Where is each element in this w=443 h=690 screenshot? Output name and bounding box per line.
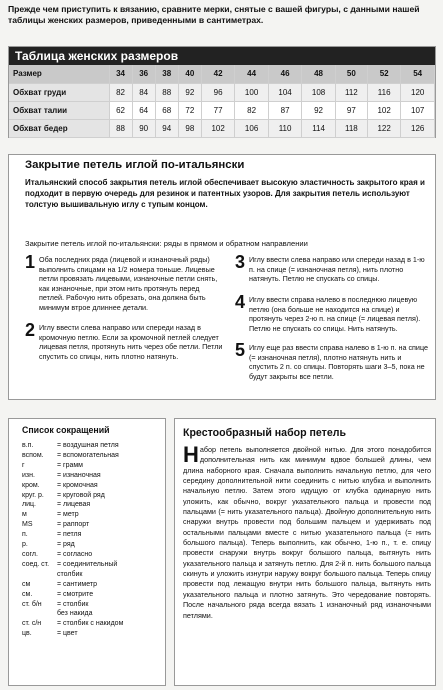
abbr-value: = грамм — [57, 461, 83, 469]
abbr-key: изн. — [22, 471, 35, 479]
table-cell: 68 — [155, 101, 178, 119]
list-item — [22, 451, 162, 461]
list-item — [22, 629, 162, 639]
abbr-value: = цвет — [57, 630, 78, 638]
list-item — [22, 619, 162, 629]
step-number: 2 — [25, 320, 36, 340]
table-cell: 92 — [178, 83, 201, 101]
table-cell: 98 — [178, 119, 201, 137]
table-cell: 108 — [302, 83, 335, 101]
size-table-title: Таблица женских размеров — [9, 47, 435, 65]
abbr-value: = соединительный — [57, 560, 118, 568]
abbr-value: = метр — [57, 511, 79, 519]
step-text: Иглу ввести слева направо или спереди назад в кромочную петлю. Если за кромочной петлей следует лицевая петля, протянуть нить через обе петли. Петли спустить со спицы, нить плотно натянуть. — [39, 323, 223, 361]
abbr-key: в.п. — [22, 442, 34, 449]
abbreviations-box — [8, 418, 166, 686]
list-item — [22, 580, 162, 590]
table-cell: 82 — [235, 101, 268, 119]
step-1 — [25, 252, 225, 312]
list-item — [22, 590, 162, 600]
table-cell: 102 — [201, 119, 234, 137]
table-cell: 64 — [132, 101, 155, 119]
table-cell: 102 — [367, 101, 400, 119]
list-item — [22, 609, 162, 619]
abbr-value: = смотрите — [57, 590, 94, 598]
size-header-cell: 46 — [268, 65, 301, 83]
list-item — [22, 520, 162, 530]
abbreviations-list — [22, 441, 162, 639]
size-header-cell: 40 — [178, 65, 201, 83]
abbr-value: = столбик с накидом — [57, 620, 124, 628]
list-item — [22, 530, 162, 540]
list-item — [22, 570, 162, 580]
abbr-key — [22, 570, 57, 580]
size-header-cell: 48 — [302, 65, 335, 83]
table-row — [9, 83, 435, 101]
step-text: Иглу ввести справа налево в последнюю лицевую петлю (она больше не находится на спице) и протянуть через 2-ю п. на спице (= лицевая петля). Петлю не спускать со спицы. Нить натянуть. — [249, 295, 421, 333]
step-5 — [235, 340, 429, 381]
step-2 — [25, 320, 225, 361]
abbr-value: = раппорт — [57, 521, 90, 529]
list-item — [22, 510, 162, 520]
list-item — [22, 600, 162, 610]
abbr-value: = кромочная — [57, 481, 98, 489]
abbr-value: столбик — [57, 570, 83, 578]
table-cell: 88 — [155, 83, 178, 101]
table-row — [9, 119, 435, 137]
table-cell: 114 — [302, 119, 335, 137]
step-4 — [235, 292, 429, 333]
abbr-value: = петля — [57, 531, 82, 539]
table-cell: 107 — [401, 101, 435, 119]
table-cell: 84 — [132, 83, 155, 101]
cross-text: абор петель выполняется двойной нитью. Для этого понадобится дополнительная нить как минимум вдвое большей длины, чем длина наборного края. Сначала выполнить начальную петлю, для чего середину дополнительной нити соединить с нитью клубка и выполнить начальную петлю. Затем этого идущую от клубка одинарную нить уложить, как обычно, вокруг указательного пальца и провести под пальцами (= нить указательного пальца). Двойную дополнительную нить снаружи внутрь провести под большим пальцем и удерживать под остальными пальцами вместе с нитью указательного пальца (= нить большого пальца). Теперь выполнить, как обычно, 1-ю п., т. е. спицу провести снаружи внутрь вокруг большого пальца, вытянуть нить указательного пальца и затянуть петлю. Для 2-й п. нить большого пальца скинуть и уложить изнутри наружу вокруг большого пальца. Теперь спицу провести под лежащую внутри нить большого пальца, вытянуть нить указательного пальца и плотно затянуть. Это чередование повторять. После начального ряда всегда вязать 1 изнаночный ряд изнаночными петлями. — [183, 445, 431, 620]
step-number: 5 — [235, 340, 246, 360]
table-cell: 106 — [235, 119, 268, 137]
table-cell: 62 — [109, 101, 132, 119]
size-header-cell: 50 — [335, 65, 367, 83]
abbreviations-title: Список сокращений — [22, 425, 110, 435]
list-item — [22, 481, 162, 491]
size-header-cell: 38 — [155, 65, 178, 83]
abbr-value: = изнаночная — [57, 471, 101, 479]
cross-caston-box — [174, 418, 436, 686]
row-label: Обхват талии — [9, 101, 109, 119]
size-table — [9, 65, 435, 138]
size-header-cell: 54 — [401, 65, 435, 83]
table-cell: 94 — [155, 119, 178, 137]
table-cell: 72 — [178, 101, 201, 119]
abbr-value: = столбик — [57, 600, 89, 608]
abbr-value: = лицевая — [57, 501, 91, 509]
table-cell: 88 — [109, 119, 132, 137]
table-cell: 92 — [302, 101, 335, 119]
table-cell: 120 — [401, 83, 435, 101]
step-3 — [235, 252, 429, 284]
row-label: Обхват бедер — [9, 119, 109, 137]
cross-text-block — [183, 442, 431, 621]
italian-bindoff-box — [8, 154, 436, 400]
list-item — [22, 441, 162, 451]
drop-cap: Н — [183, 442, 199, 467]
abbr-key: см — [22, 580, 31, 588]
abbr-value: = согласно — [57, 550, 93, 558]
size-header-row — [9, 65, 435, 83]
size-header-cell: 52 — [367, 65, 400, 83]
list-item — [22, 471, 162, 481]
size-header-cell: 34 — [109, 65, 132, 83]
abbr-value: = сантиметр — [57, 580, 97, 588]
list-item — [22, 540, 162, 550]
table-cell: 77 — [201, 101, 234, 119]
table-cell: 112 — [335, 83, 367, 101]
step-number: 3 — [235, 252, 246, 272]
abbr-key: ст. с/н — [22, 620, 42, 628]
abbr-key: MS — [22, 521, 33, 529]
table-cell: 116 — [367, 83, 400, 101]
step-number: 4 — [235, 292, 246, 312]
step-text: Оба последних ряда (лицевой и изнаночный ряды) выполнить спицами на 1/2 номера тоньше. Лицевые петли провязать лицевыми, изнаночные петли снять, как изнаночные, при этом нить протянуть перед петлей. Рабочую нить обрезать, она должна быть минимум втрое длиннее детали. — [39, 255, 218, 312]
abbr-key: п. — [22, 531, 28, 539]
abbr-value: = вспомогательная — [57, 451, 119, 459]
size-header-cell: 36 — [132, 65, 155, 83]
abbr-key: круг. р. — [22, 491, 44, 499]
table-cell: 82 — [109, 83, 132, 101]
table-cell: 126 — [401, 119, 435, 137]
size-header-cell: 42 — [201, 65, 234, 83]
table-cell: 90 — [132, 119, 155, 137]
table-cell: 97 — [335, 101, 367, 119]
italian-intro: Итальянский способ закрытия петель иглой обеспечивает высокую эластичность закрытого края и подходит в первую очередь для резинок и патентных узоров. Для закрытия петель используют толстую вышивальную иглу с тупым концом. — [25, 178, 425, 209]
table-row — [9, 101, 435, 119]
abbr-value: без накида — [57, 610, 93, 618]
abbr-value: = ряд — [57, 541, 75, 549]
abbr-key: согл. — [22, 550, 38, 558]
abbr-key: ст. б/н — [22, 600, 42, 608]
step-text: Иглу ввести слева направо или спереди назад в 1-ю п. на спице (= изнаночная петля), нить плотно натянуть. Петлю не спускать со спицы. — [249, 255, 425, 283]
abbr-value: = круговой ряд — [57, 491, 105, 499]
italian-subtitle: Закрытие петель иглой по-итальянски: ряды в прямом и обратном направлении — [25, 239, 308, 248]
size-header-cell: 44 — [235, 65, 268, 83]
list-item — [22, 500, 162, 510]
italian-title: Закрытие петель иглой по-итальянски — [25, 159, 245, 171]
abbr-key — [22, 609, 57, 619]
size-header-label: Размер — [9, 65, 109, 83]
table-cell: 122 — [367, 119, 400, 137]
list-item — [22, 491, 162, 501]
table-cell: 96 — [201, 83, 234, 101]
list-item — [22, 560, 162, 570]
list-item — [22, 461, 162, 471]
abbr-key: м — [22, 511, 27, 519]
step-number: 1 — [25, 252, 36, 272]
abbr-key: г — [22, 461, 25, 469]
size-table-box — [8, 46, 436, 138]
abbr-key: цв. — [22, 630, 32, 638]
table-cell: 118 — [335, 119, 367, 137]
table-cell: 110 — [268, 119, 301, 137]
row-label: Обхват груди — [9, 83, 109, 101]
list-item — [22, 550, 162, 560]
abbr-key: см. — [22, 590, 33, 598]
cross-title: Крестообразный набор петель — [183, 427, 346, 439]
abbr-key: р. — [22, 541, 28, 549]
table-cell: 104 — [268, 83, 301, 101]
abbr-key: кром. — [22, 481, 40, 489]
abbr-key: вспом. — [22, 451, 44, 459]
table-cell: 100 — [235, 83, 268, 101]
abbr-value: = воздушная петля — [57, 442, 119, 449]
abbr-key: соед. ст. — [22, 560, 50, 568]
step-text: Иглу еще раз ввести справа налево в 1-ю п. на спице (= изнаночная петля), плотно натянуть нить и спустить 2 п. со спицы. Повторять шаги 3–5, пока не будут закрыты все петли. — [249, 343, 428, 381]
table-cell: 87 — [268, 101, 301, 119]
abbr-key: лиц. — [22, 501, 36, 509]
intro-text: Прежде чем приступить к вязанию, сравните мерки, снятые с вашей фигуры, с данными нашей таблицы женских размеров, приведенными в сантиметрах. — [8, 4, 420, 25]
